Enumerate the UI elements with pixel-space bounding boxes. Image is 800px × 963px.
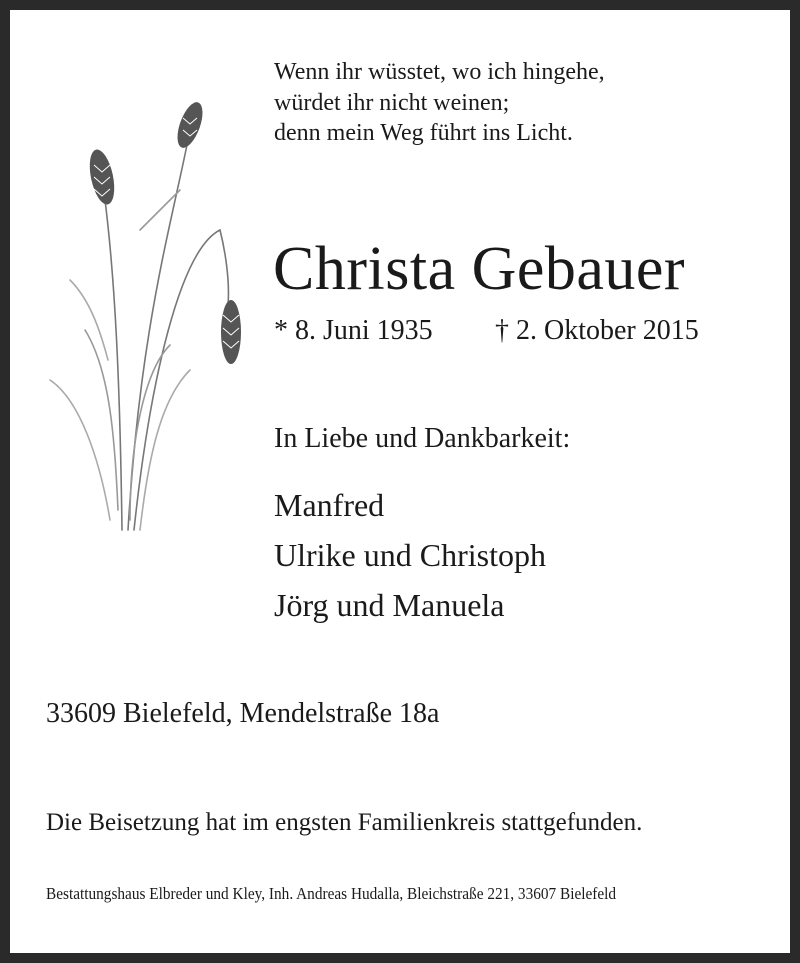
poem-line: denn mein Weg führt ins Licht. <box>274 120 573 146</box>
address: 33609 Bielefeld, Mendelstraße 18a <box>46 698 440 729</box>
dedication: In Liebe und Dankbarkeit: <box>274 423 571 454</box>
death-date: † 2. Oktober 2015 <box>495 315 699 346</box>
wheat-icon <box>30 80 250 550</box>
burial-note: Die Beisetzung hat im engsten Familienkreis stattgefunden. <box>46 809 643 836</box>
family-member: Jörg und Manuela <box>274 587 505 623</box>
family-member: Manfred <box>274 487 385 523</box>
poem-line: würdet ihr nicht weinen; <box>274 90 510 116</box>
birth-date: * 8. Juni 1935 <box>274 315 433 346</box>
family-member: Ulrike und Christoph <box>274 537 546 573</box>
funeral-home: Bestattungshaus Elbreder und Kley, Inh. Andreas Hudalla, Bleichstraße 221, 33607 Bielefeld <box>46 884 617 903</box>
deceased-name: Christa Gebauer <box>273 235 686 303</box>
poem-line: Wenn ihr wüsstet, wo ich hingehe, <box>274 59 605 85</box>
obituary-notice <box>10 10 790 953</box>
